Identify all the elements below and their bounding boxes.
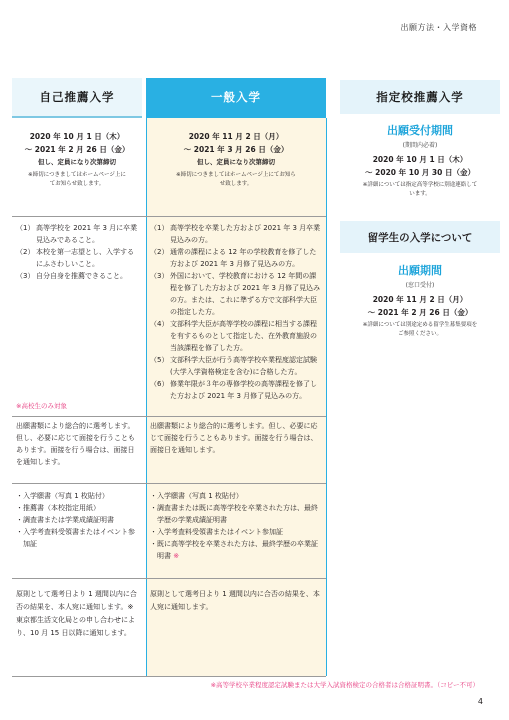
ryugaku-info <box>340 262 500 339</box>
row-divider <box>12 676 326 677</box>
row-divider <box>12 216 326 217</box>
shitei-period-sub: (期間内必着) <box>402 142 438 149</box>
shitei-note: ※詳細については指定高等学校に別途連絡しています。 <box>362 182 478 197</box>
list-item: ・既に高等学校を卒業された方は、最終学歴の卒業証明書 ※ <box>150 540 318 560</box>
period-ippan <box>146 130 326 189</box>
ryugaku-period-sub: (窓口受付) <box>405 282 435 289</box>
qualification-jiko-note: ※高校生のみ対象 <box>16 402 67 410</box>
documents-jiko <box>12 490 142 550</box>
period-jiko <box>12 130 142 189</box>
result-jiko: 原則として選考日より 1 週間以内に合否の結果を、本人宛に通知します。※東京都生活文化局との申し合わせにより、10 月 15 日以降に通知します。 <box>16 590 137 637</box>
list-item: （2） 本校を第一志望とし、入学するにふさわしいこと。 <box>16 248 134 268</box>
period-jiko-start: 2020 年 10 月 1 日（木） <box>29 132 125 141</box>
documents-jiko-list <box>16 490 138 550</box>
period-jiko-end: ～ 2021 年 2 月 26 日（金） <box>24 145 130 154</box>
qualification-ippan-list <box>150 222 322 402</box>
row-divider <box>12 483 326 484</box>
ryugaku-header: 留学生の入学について <box>340 221 500 253</box>
footnote-mark: ※ <box>173 552 180 560</box>
ryugaku-period-end: ～ 2021 年 2 月 26 日（金） <box>367 308 473 317</box>
period-ippan-condition: 但し、定員になり次第締切 <box>197 158 275 166</box>
documents-ippan-list <box>150 490 322 562</box>
row-divider <box>12 416 326 417</box>
page-number: 4 <box>477 697 483 706</box>
column-header-jiko: 自己推薦入学 <box>12 78 142 118</box>
column-header-shitei: 指定校推薦入学 <box>340 80 500 114</box>
list-item: （5） 文部科学大臣が行う高等学校卒業程度認定試験(大学入学資格検定を含む)に合格した方。 <box>150 356 317 376</box>
shitei-info <box>340 120 500 199</box>
row-divider <box>12 578 326 579</box>
list-item: （3） 外国において、学校教育における 12 年間の課程を修了した方および 2021 年 3 月修了見込みの方。または、これに準ずる方で文部科学大臣の指定した方。 <box>150 272 321 316</box>
period-jiko-note: ※締切につきましてはホームページ上にてお知らせ致します。 <box>28 172 126 187</box>
list-item: ・入学考査料受領書またはイベント参加証 <box>150 528 283 536</box>
list-item: （3） 自分自身を推薦できること。 <box>16 272 127 280</box>
list-item: （1） 高等学校を 2021 年 3 月に卒業見込みであること。 <box>16 224 138 244</box>
list-item: ・入学考査料受領書またはイベント参加証 <box>16 528 135 548</box>
qualification-ippan <box>146 222 326 402</box>
list-item: ・調査書または学業成績証明書 <box>16 516 114 524</box>
qualification-jiko <box>12 222 142 282</box>
list-item: ・調査書または既に高等学校を卒業された方は、最終学歴の学業成績証明書 <box>150 504 318 524</box>
shitei-period-title: 出願受付期間 <box>387 124 453 137</box>
result-ippan: 原則として選考日より 1 週間以内に合否の結果を、本人宛に通知します。 <box>150 590 320 611</box>
list-item: ・入学願書（写真 1 枚貼付） <box>16 492 109 500</box>
section-title: 出願方法・入学資格 <box>400 23 477 32</box>
selection-ippan: 出願書類により総合的に選考します。但し、必要に応じて面接を行うこともあります。面接を行う場合は、面接日を通知します。 <box>150 422 318 454</box>
ryugaku-note: ※詳細については別途定める留学生募集要項をご参照ください。 <box>362 322 478 337</box>
period-ippan-note: ※締切につきましてはホームページ上にてお知らせ致します。 <box>176 172 296 187</box>
period-ippan-end: ～ 2021 年 3 月 26 日（金） <box>183 145 289 154</box>
documents-ippan <box>146 490 326 562</box>
list-item: ・入学願書（写真 1 枚貼付） <box>150 492 243 500</box>
list-item: （4） 文部科学大臣が高等学校の課程に相当する課程を有するものとして指定した、在外教育施設の当該課程を修了した方。 <box>150 320 317 352</box>
shitei-period-start: 2020 年 10 月 1 日（木） <box>372 155 468 164</box>
shitei-period-end: ～ 2020 年 10 月 30 日（金） <box>365 168 475 177</box>
list-item: ・推薦書（本校指定用紙） <box>16 504 100 512</box>
period-jiko-condition: 但し、定員になり次第締切 <box>38 158 116 166</box>
column-header-ippan: 一般入学 <box>146 78 326 118</box>
selection-jiko: 出願書類により総合的に選考します。但し、必要に応じて面接を行うこともあります。面接を行う場合は、面接日を通知します。 <box>16 422 135 466</box>
footnote: ※高等学校卒業程度認定試験または大学入試資格検定の合格者は合格証明書。（コピー不可） <box>210 681 479 689</box>
ryugaku-period-title: 出願期間 <box>398 264 442 277</box>
period-ippan-start: 2020 年 11 月 2 日（月） <box>188 132 284 141</box>
column-divider-right <box>326 118 327 676</box>
qualification-jiko-list <box>16 222 138 282</box>
list-item: （6） 修業年限が３年の専修学校の高等課程を修了した方および 2021 年 3 月修了見込みの方。 <box>150 380 317 400</box>
ryugaku-period-start: 2020 年 11 月 2 日（月） <box>372 295 468 304</box>
list-item: （2） 通常の課程による 12 年の学校教育を修了した方および 2021 年 3 月修了見込みの方。 <box>150 248 317 268</box>
list-item: （1） 高等学校を卒業した方および 2021 年 3 月卒業見込みの方。 <box>150 224 321 244</box>
